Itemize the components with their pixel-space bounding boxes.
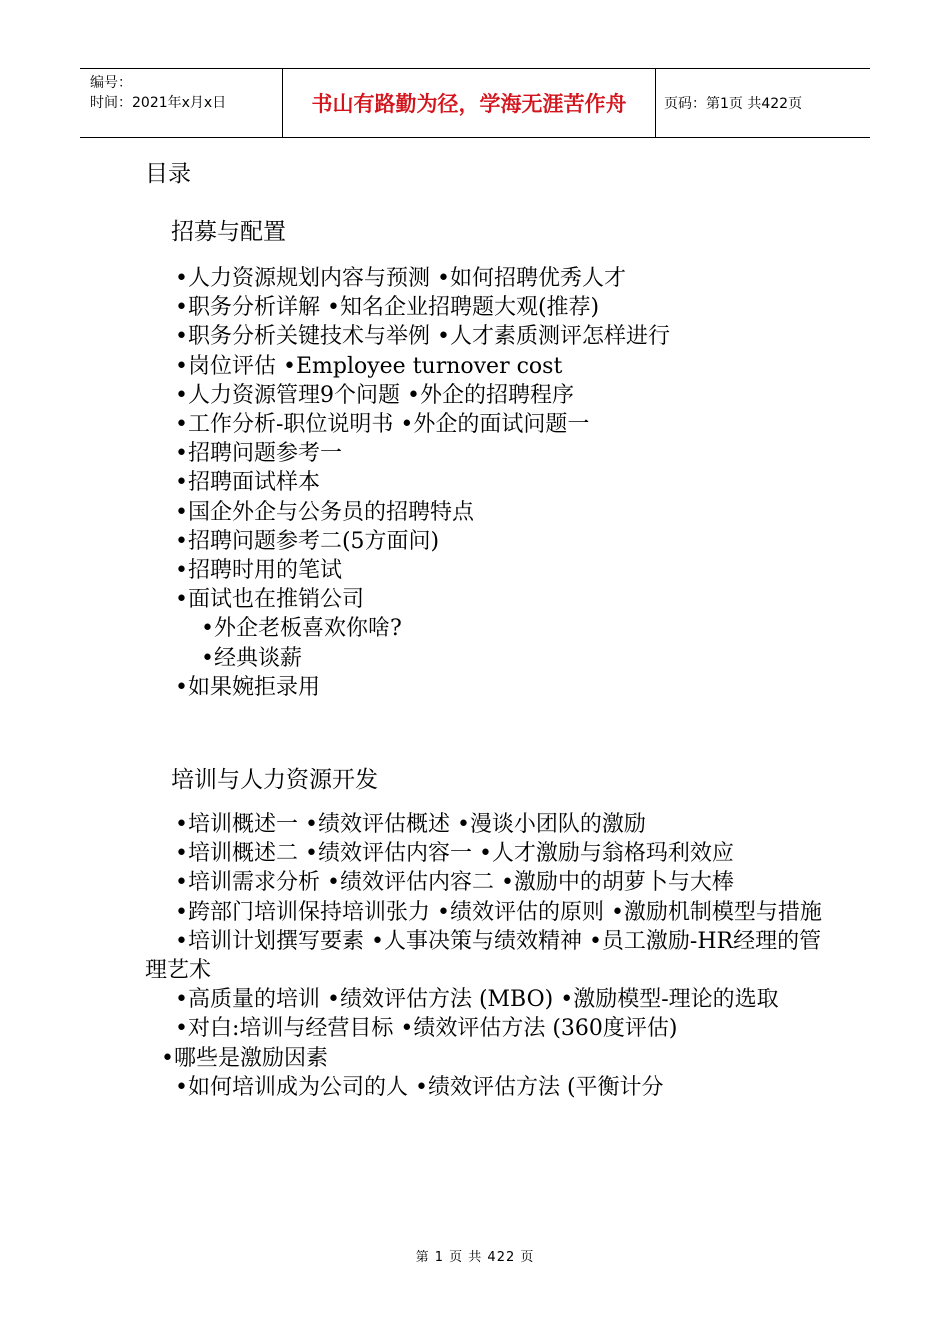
toc-item: •对白:培训与经营目标 •绩效评估方法 (360度评估) [175,1016,678,1042]
section-list-training [145,810,825,1102]
toc-item: •工作分析-职位说明书 •外企的面试问题一 [175,412,590,438]
toc-item: •培训计划撰写要素 •人事决策与绩效精神 •员工激励-HR经理的管理艺术 [145,928,822,984]
toc-title: 目录 [145,161,191,187]
page-footer: 第 1 页 共 422 页 [415,1250,535,1265]
section-title: 招募与配置 [171,219,286,245]
document-body [145,152,825,1102]
toc-item: •高质量的培训 •绩效评估方法 (MBO) •激励模型-理论的选取 [175,987,779,1013]
toc-item: •职务分析关键技术与举例 •人才素质测评怎样进行 [175,324,670,350]
toc-item: •外企老板喜欢你啥? [201,616,402,642]
section-title: 培训与人力资源开发 [171,767,378,794]
toc-item: •岗位评估 •Employee turnover cost [175,353,563,379]
number-label: 编号： [90,75,132,91]
page-header [80,68,870,138]
toc-item: •招聘问题参考一 [175,441,342,467]
header-motto: 书山有路勤为径，学海无涯苦作舟 [282,69,656,137]
header-meta [80,69,282,137]
toc-item: •招聘面试样本 [175,470,320,496]
header-page-info: 页码：第1页 共422页 [664,96,803,112]
toc-item: •职务分析详解 •知名企业招聘题大观(推荐) [175,295,600,321]
toc-item: •招聘时用的笔试 [175,558,342,584]
toc-item: •招聘问题参考二(5方面问) [175,528,440,554]
toc-item: •国企外企与公务员的招聘特点 [175,499,474,525]
toc-item: •哪些是激励因素 [161,1045,328,1071]
toc-item: •人力资源规划内容与预测 •如何招聘优秀人才 [175,266,626,291]
toc-item: •人力资源管理9个问题 •外企的招聘程序 [175,382,574,408]
toc-item: •如果婉拒录用 [175,674,320,700]
toc-item: •经典谈薪 [201,645,302,671]
toc-item: •面试也在推销公司 [175,587,364,613]
toc-item: •如何培训成为公司的人 •绩效评估方法 (平衡计分 [175,1074,664,1100]
toc-item: •培训需求分析 •绩效评估内容二 •激励中的胡萝卜与大棒 [175,870,734,896]
section-list-recruitment [145,264,825,702]
toc-item: •培训概述一 •绩效评估概述 •漫谈小团队的激励 [175,812,646,838]
time-label: 时间：2021年x月x日 [90,95,227,111]
toc-item: •跨部门培训保持培训张力 •绩效评估的原则 •激励机制模型与措施 [175,899,822,925]
toc-item: •培训概述二 •绩效评估内容一 •人才激励与翁格玛利效应 [175,841,734,867]
